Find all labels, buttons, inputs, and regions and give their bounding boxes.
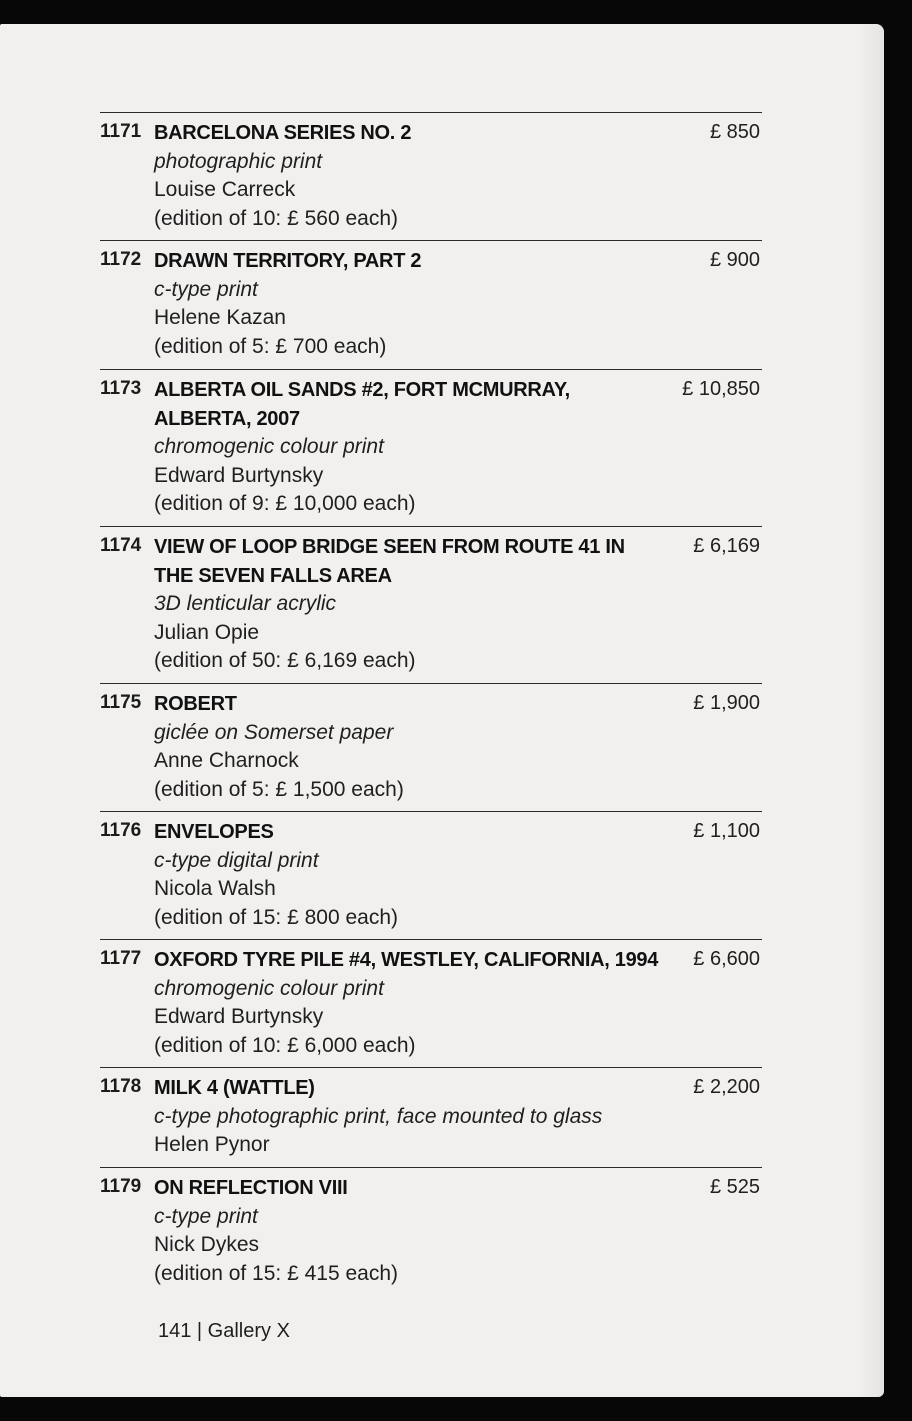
lot-title: VIEW OF LOOP BRIDGE SEEN FROM ROUTE 41 IN THE SEVEN FALLS AREA xyxy=(154,536,625,587)
lot-title: ENVELOPES xyxy=(154,821,274,843)
lot-medium: c-type digital print xyxy=(154,848,319,872)
lot-edition: (edition of 5: £ 1,500 each) xyxy=(154,777,404,801)
lot-title: OXFORD TYRE PILE #4, WESTLEY, CALIFORNIA, 1994 xyxy=(154,949,659,971)
lot-entry xyxy=(100,240,762,369)
page-footer: 141 | Gallery X xyxy=(158,1320,290,1342)
lot-artist: Edward Burtynsky xyxy=(154,463,324,487)
lot-price: £ 1,100 xyxy=(693,820,760,842)
catalogue-page xyxy=(0,24,884,1397)
lot-artist: Nick Dykes xyxy=(154,1233,260,1256)
lot-number: 1176 xyxy=(100,820,142,841)
lot-number: 1172 xyxy=(100,249,142,270)
lot-number: 1173 xyxy=(100,378,142,399)
lot-price: £ 6,169 xyxy=(693,535,760,557)
page-edge xyxy=(858,24,884,1397)
lot-title: ON REFLECTION VIII xyxy=(154,1177,348,1199)
lot-artist: Helene Kazan xyxy=(154,306,286,329)
lot-medium: c-type print xyxy=(154,1204,258,1228)
lot-entry xyxy=(100,939,762,1067)
lot-price: £ 10,850 xyxy=(682,378,760,400)
lot-price: £ 6,600 xyxy=(693,948,760,970)
lot-entry xyxy=(100,811,762,939)
lot-medium: chromogenic colour print xyxy=(154,435,384,458)
lot-title: ROBERT xyxy=(154,693,237,715)
lot-list xyxy=(100,112,762,1295)
lot-medium: chromogenic colour print xyxy=(154,976,384,1000)
lot-entry xyxy=(100,369,762,526)
lot-artist: Julian Opie xyxy=(154,620,260,644)
lot-number: 1178 xyxy=(100,1076,142,1097)
lot-edition: (edition of 10: £ 6,000 each) xyxy=(154,1033,416,1057)
lot-price: £ 525 xyxy=(709,1176,760,1198)
lot-artist: Louise Carreck xyxy=(154,178,296,201)
lot-artist: Helen Pynor xyxy=(154,1133,270,1156)
lot-entry xyxy=(100,1067,762,1167)
lot-entry xyxy=(100,526,762,683)
lot-medium: 3D lenticular acrylic xyxy=(154,592,337,615)
lot-title: DRAWN TERRITORY, PART 2 xyxy=(154,250,422,272)
lot-title: MILK 4 (WATTLE) xyxy=(154,1077,315,1099)
lot-edition: (edition of 15: £ 800 each) xyxy=(154,905,399,929)
lot-number: 1175 xyxy=(100,692,142,713)
lot-price: £ 900 xyxy=(709,249,760,271)
lot-number: 1174 xyxy=(100,535,142,556)
lot-artist: Edward Burtynsky xyxy=(154,1005,324,1028)
lot-title: ALBERTA OIL SANDS #2, FORT MCMURRAY, ALBERTA, 2007 xyxy=(154,379,570,430)
lot-medium: c-type photographic print, face mounted to glass xyxy=(154,1104,603,1128)
lot-entry xyxy=(100,1167,762,1295)
lot-title: BARCELONA SERIES NO. 2 xyxy=(154,122,412,144)
lot-price: £ 1,900 xyxy=(693,692,760,714)
lot-price: £ 850 xyxy=(709,121,760,143)
lot-edition: (edition of 50: £ 6,169 each) xyxy=(154,649,416,672)
lot-edition: (edition of 10: £ 560 each) xyxy=(154,206,399,230)
lot-edition: (edition of 5: £ 700 each) xyxy=(154,334,387,358)
lot-entry xyxy=(100,112,762,240)
lot-edition: (edition of 15: £ 415 each) xyxy=(154,1261,399,1285)
lot-medium: giclée on Somerset paper xyxy=(154,720,394,744)
lot-medium: c-type print xyxy=(154,277,258,301)
lot-medium: photographic print xyxy=(154,149,323,173)
lot-number: 1171 xyxy=(100,121,142,142)
lot-edition: (edition of 9: £ 10,000 each) xyxy=(154,492,416,515)
lot-price: £ 2,200 xyxy=(693,1076,760,1098)
lot-artist: Anne Charnock xyxy=(154,749,299,772)
lot-entry xyxy=(100,683,762,811)
lot-number: 1177 xyxy=(100,948,142,969)
lot-number: 1179 xyxy=(100,1176,142,1197)
lot-artist: Nicola Walsh xyxy=(154,877,276,900)
